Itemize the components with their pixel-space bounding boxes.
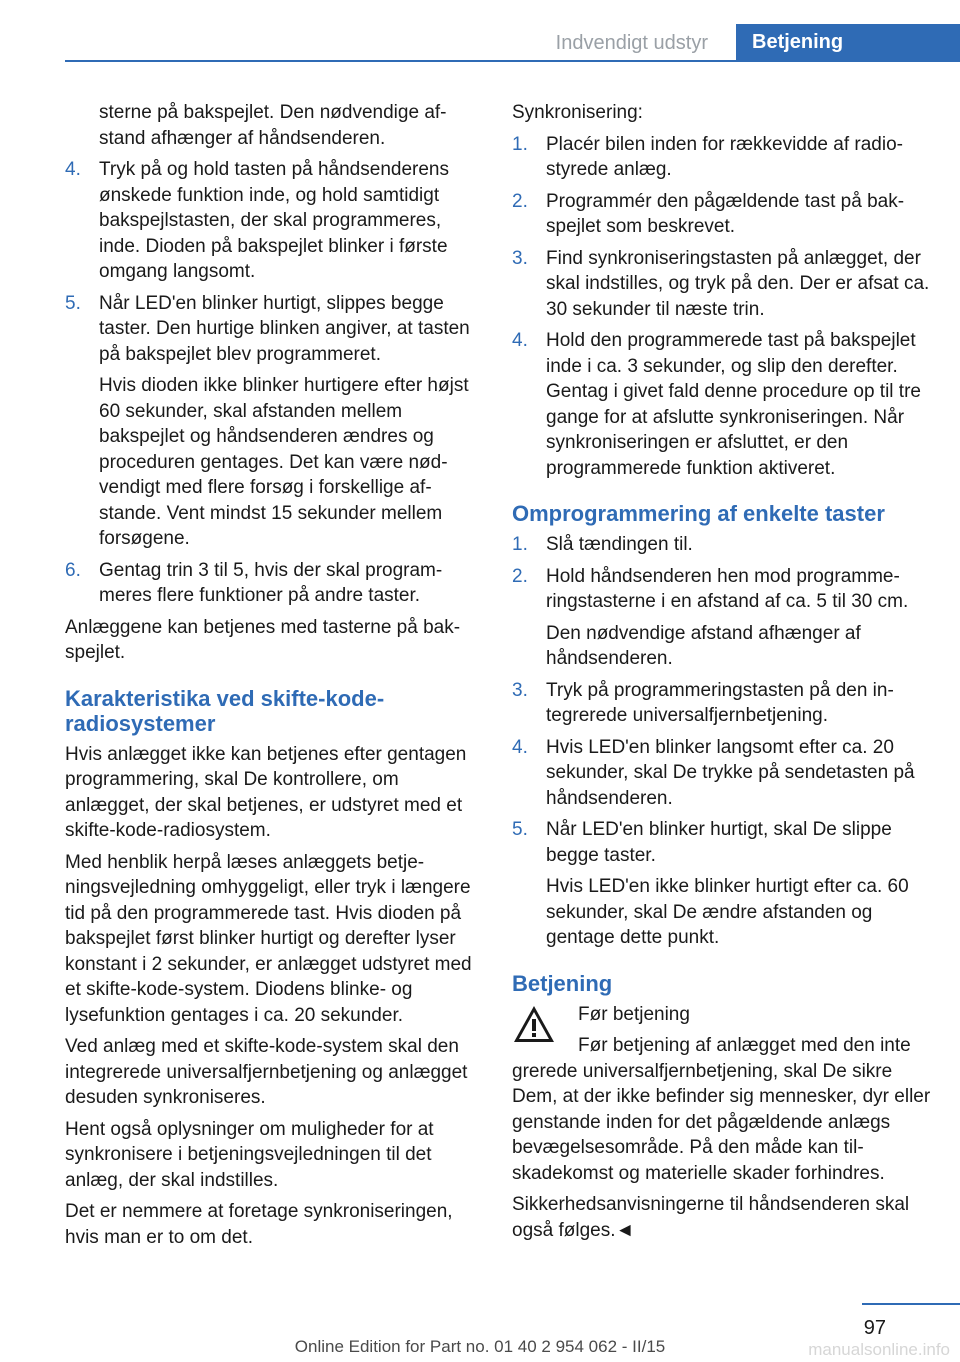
warning-body-2: Sikkerhedsanvisningerne til håndsenderen skal også følges.◄ (512, 1194, 910, 1241)
footer-rule (862, 1303, 960, 1305)
step-number: 3. (512, 679, 528, 701)
paragraph: Med henblik herpå læses anlæggets betjeningsvejledning omhyggeligt, eller tryk i længere tid på den programmerede tast. Hvis dioden på bakspejlet først blinker hurtigt og derefter lyser konstant i 2 sekunder, er anlægget udstyret med et skifte-kode-system. Diodens blinke- og lysefunktion gentages i ca. 20 sekunder. (65, 851, 472, 1026)
section-heading-reprogramming: Omprogrammering af enkelte taster (512, 501, 885, 526)
reprogramming-steps-list (512, 532, 932, 951)
section-heading-rolling-code: Karakteristika ved skifte-kode-radiosystemer (65, 685, 385, 736)
list-item (512, 132, 932, 183)
list-item (512, 532, 932, 558)
page-header (0, 0, 960, 62)
warning-body-start: Før betjening af anlægget med den inte (578, 1035, 911, 1056)
paragraph: Hent også oplysninger om muligheder for at synkronisere i betjeningsvejledningen til det anlæg, der skal indstilles. (65, 1118, 434, 1191)
list-item (65, 157, 483, 285)
step-number: 1. (512, 133, 528, 155)
paragraph: Det er nemmere at foretage synkroniseringen, hvis man er to om det. (65, 1201, 453, 1248)
step-number: 5. (65, 292, 81, 314)
step-text: Den nødvendige afstand afhænger af håndsenderen. (546, 622, 861, 669)
header-rule (65, 60, 960, 62)
programming-steps-list (65, 157, 483, 609)
list-item (512, 735, 932, 812)
step-text: Programmér den pågældende tast på bakspejlet som beskrevet. (546, 190, 905, 237)
section-heading-operation: Betjening (512, 970, 613, 996)
step-text: Hvis LED'en blinker langsomt efter ca. 20 sekunder, skal De trykke på sendetasten på håndsenderen. (546, 736, 915, 809)
paragraph: Anlæggene kan betjenes med tasterne på bakspejlet. (65, 616, 461, 663)
step-text: Hvis dioden ikke blinker hurtigere efter højst 60 sekunder, skal afstanden mellem bakspejlet og håndsenderen ændres og proceduren gentages. Det kan være nødvendigt med flere forsøg i forskellige afstande. Vent mindst 15 sekunder mellem forsøgene. (99, 375, 469, 549)
step-text: Tryk på og hold tasten på håndsenderens ønskede funktion inde, og hold samtidigt bakspejlstasten, der skal programmeres, inde. Dioden på bakspejlet blinker i første omgang langsomt. (99, 159, 449, 282)
step-text: Tryk på programmeringstasten på den integrerede universalfjernbetjening. (546, 679, 894, 726)
step-number: 4. (512, 736, 528, 758)
step-text: Slå tændingen til. (546, 534, 693, 555)
list-item (512, 246, 932, 323)
step-text: Placér bilen inden for rækkevidde af radiostyrede anlæg. (546, 133, 903, 180)
step-text: Hold håndsenderen hen mod programmeringstasterne i en afstand af ca. 5 til 30 cm. (546, 565, 909, 612)
edition-note: Online Edition for Part no. 01 40 2 954 062 - II/15 (294, 1337, 666, 1356)
right-column (512, 100, 932, 1249)
paragraph: Ved anlæg med et skifte-kode-system skal den integrerede universalfjernbetjening og anlægget desuden synkroniseres. (65, 1036, 468, 1108)
header-section-title: Indvendigt udstyr (555, 32, 708, 54)
list-item (512, 189, 932, 240)
left-column (65, 100, 483, 1256)
step-number: 3. (512, 247, 528, 269)
sync-steps-list (512, 132, 932, 482)
sync-label: Synkronisering: (512, 102, 643, 123)
step-number: 4. (512, 330, 528, 351)
page-number: 97 (863, 1317, 886, 1339)
step-text: Hold den programmerede tast på bakspejlet inde i ca. 3 sekunder, og slip den derefter. Gentag i givet fald denne procedure op til tre gange for at afslutte synkroniseringen. Når synkroniseringen er afsluttet, er den programmerede funktion aktiveret. (546, 330, 921, 479)
warning-triangle-icon (512, 1004, 556, 1044)
step-text: Gentag trin 3 til 5, hvis der skal programmeres flere funktioner på andre taster. (99, 559, 443, 606)
list-item (65, 291, 483, 552)
step-text: Når LED'en blinker hurtigt, slippes begge taster. Den hurtige blinken angiver, at tasten på bakspejlet blev programmeret. (99, 292, 470, 365)
list-item (65, 558, 483, 609)
step-number: 4. (65, 159, 81, 180)
list-item (512, 328, 932, 481)
step-number: 2. (512, 190, 528, 212)
list-item (512, 817, 932, 951)
step-text: Find synkroniseringstasten på anlægget, der skal indstilles, og tryk på den. Der er afsat ca. 30 sekunder til næste trin. (546, 247, 930, 320)
step-number: 2. (512, 565, 528, 587)
step-number: 6. (65, 559, 81, 581)
continued-step-text: sterne på bakspejlet. Den nødvendige afstand afhænger af håndsenderen. (99, 102, 447, 149)
list-item (512, 678, 932, 729)
step-number: 5. (512, 819, 528, 840)
warning-body: grerede universalfjernbetjening, skal De sikre Dem, at der ikke befinder sig mennesker, dyr eller genstande inden for det pågældende anlægs bevægelsesområde. På den måde kan tilskadekomst og materielle skader forhindres. (512, 1060, 931, 1184)
step-text: Hvis LED'en ikke blinker hurtigt efter ca. 60 sekunder, skal De ændre afstanden og gentage dette punkt. (546, 876, 909, 948)
list-item (512, 564, 932, 672)
watermark: manualsonline.info (808, 1340, 950, 1359)
step-number: 1. (512, 534, 528, 555)
paragraph: Hvis anlægget ikke kan betjenes efter gentagen programmering, skal De kontrollere, om anlægget, der skal betjenes, er udstyret med et skifte-kode-radiosystem. (65, 743, 467, 841)
header-chapter-tab: Betjening (736, 24, 960, 60)
step-text: Når LED'en blinker hurtigt, skal De slippe begge taster. (546, 819, 892, 866)
warning-block (512, 1002, 932, 1244)
warning-title: Før betjening (578, 1003, 690, 1025)
